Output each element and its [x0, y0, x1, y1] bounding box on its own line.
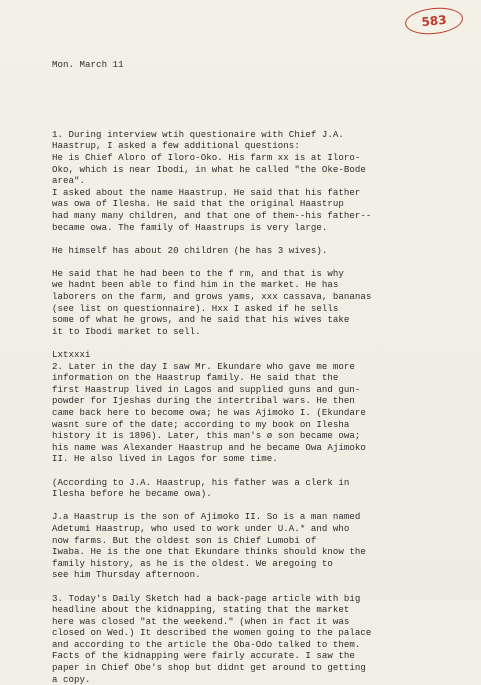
- text-line: 3. Today's Daily Sketch had a back-page article with big: [52, 593, 462, 605]
- paragraph: [52, 511, 462, 581]
- text-line: paper in Chief Obe's shop but didnt get around to getting: [52, 662, 462, 674]
- paragraph: [52, 593, 462, 685]
- text-line: his name was Alexander Haastrup and he became Owa Ajimoko: [52, 442, 462, 454]
- text-line: Iwaba. He is the one that Ekundare thinks should know the: [52, 546, 462, 558]
- text-line: J.a Haastrup is the son of Ajimoko II. So is a man named: [52, 511, 462, 523]
- text-line: II. He also lived in Lagos for some time.: [52, 453, 462, 465]
- text-line: 2. Later in the day I saw Mr. Ekundare who gave me more: [52, 361, 462, 373]
- text-line: area".: [52, 175, 462, 187]
- text-line: Facts of the kidnapping were fairly accurate. I saw the: [52, 650, 462, 662]
- page-number-stamp: 583: [404, 5, 464, 37]
- text-line: history it is 1896). Later, this man's ø son became owa;: [52, 430, 462, 442]
- text-line: powder for Ijeshas during the intertribal wars. He then: [52, 395, 462, 407]
- text-line: Oko, which is near Ibodi, in what he called "the Oke-Bode: [52, 164, 462, 176]
- text-line: see him Thursday afternoon.: [52, 569, 462, 581]
- text-line: family history, as he is the oldest. We aregoing to: [52, 558, 462, 570]
- text-line: headline about the kidnapping, stating that the market: [52, 604, 462, 616]
- text-line: He said that he had been to the f rm, and that is why: [52, 268, 462, 280]
- text-line: Lxtxxxi: [52, 349, 462, 361]
- text-line: information on the Haastrup family. He said that the: [52, 372, 462, 384]
- text-line: became owa. The family of Haastrups is very large.: [52, 222, 462, 234]
- text-line: wasnt sure of the date; according to my book on Ilesha: [52, 419, 462, 431]
- text-line: a copy.: [52, 674, 462, 685]
- paragraph: [52, 129, 462, 233]
- text-line: and according to the article the Oba-Odo talked to them.: [52, 639, 462, 651]
- text-line: was owa of Ilesha. He said that the original Haastrup: [52, 198, 462, 210]
- text-line: He himself has about 20 children (he has 3 wives).: [52, 245, 462, 257]
- text-line: had many many children, and that one of them--his father--: [52, 210, 462, 222]
- text-line: (According to J.A. Haastrup, his father was a clerk in: [52, 477, 462, 489]
- text-line: came back here to become owa; he was Ajimoko I. (Ekundare: [52, 407, 462, 419]
- text-line: Haastrup, I asked a few additional questions:: [52, 140, 462, 152]
- text-line: now farms. But the oldest son is Chief Lumobi of: [52, 535, 462, 547]
- text-line: here was closed "at the weekend." (when in fact it was: [52, 616, 462, 628]
- page-heading: Mon. March 11: [52, 59, 462, 71]
- text-line: Ilesha before he became owa).: [52, 488, 462, 500]
- text-line: 1. During interview wtih questionaire with Chief J.A.: [52, 129, 462, 141]
- text-line: (see list on questionnaire). Hxx I asked if he sells: [52, 303, 462, 315]
- text-line: we hadnt been able to find him in the market. He has: [52, 279, 462, 291]
- text-line: closed on Wed.) It described the women going to the palace: [52, 627, 462, 639]
- text-line: laborers on the farm, and grows yams, xxx cassava, bananas: [52, 291, 462, 303]
- text-line: Adetumi Haastrup, who used to work under U.A.* and who: [52, 523, 462, 535]
- text-line: He is Chief Aloro of Iloro-Oko. His farm xx is at Iloro-: [52, 152, 462, 164]
- text-line: first Haastrup lived in Lagos and supplied guns and gun-: [52, 384, 462, 396]
- paragraph: [52, 268, 462, 338]
- paragraph: [52, 477, 462, 500]
- text-line: I asked about the name Haastrup. He said that his father: [52, 187, 462, 199]
- text-line: it to Ibodi market to sell.: [52, 326, 462, 338]
- text-line: some of what he grows, and he said that his wives take: [52, 314, 462, 326]
- paragraph: [52, 349, 462, 465]
- paragraph: [52, 245, 462, 257]
- document-body: [52, 36, 462, 685]
